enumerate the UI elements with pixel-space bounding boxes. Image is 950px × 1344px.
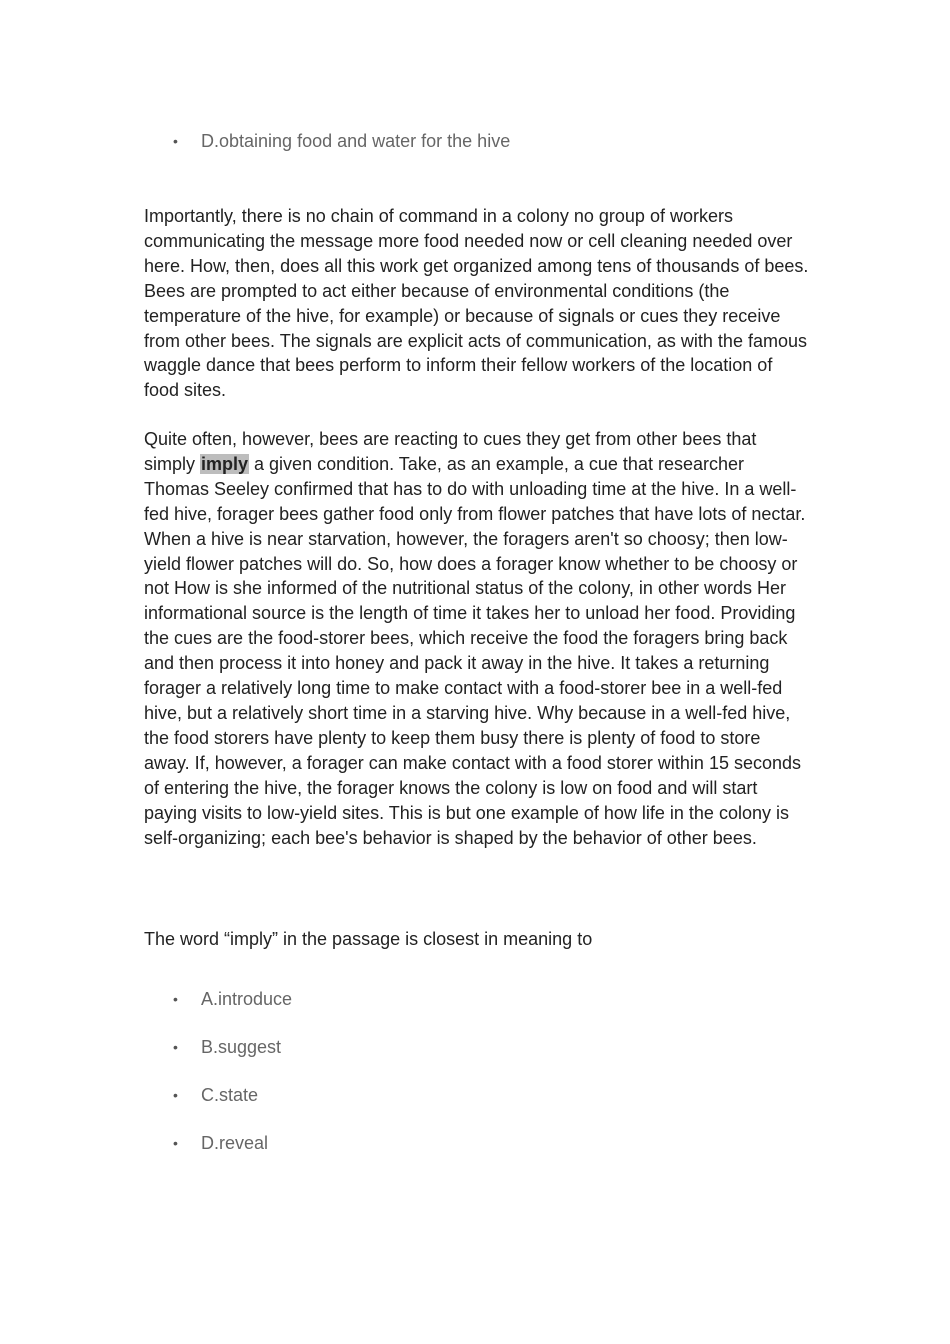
option-item-b[interactable] (0, 1035, 950, 1059)
passage-paragraph-1: Importantly, there is no chain of command in a colony no group of workers communicating the message more food needed now or cell cleaning needed over here. How, then, does all this work get organized among tens of thousands of bees. Bees are prompted to act either because of environmental conditions (the temperature of the hive, for example) or because of signals or cues they receive from other bees. The signals are explicit acts of communication, as with the famous waggle dance that bees perform to inform their fellow workers of the location of food sites. (144, 206, 809, 401)
passage-paragraph-2 (144, 427, 809, 850)
option-item-d[interactable] (0, 1131, 950, 1155)
option-label: B.suggest (201, 1037, 282, 1057)
highlighted-word: imply (201, 453, 249, 474)
option-item-a[interactable] (0, 987, 950, 1011)
option-label: A.introduce (201, 989, 293, 1009)
bullet-icon: • (173, 991, 178, 1007)
bullet-icon: • (173, 1135, 178, 1151)
option-item-c[interactable] (0, 1083, 950, 1107)
answer-options (0, 987, 950, 1179)
option-label: C.state (201, 1085, 259, 1105)
paragraph-2-text-before: Quite often, however, bees are reacting to cues they get from other bees that simply (144, 429, 757, 474)
option-item[interactable] (0, 129, 950, 153)
paragraph-2-text-after: a given condition. Take, as an example, a cue that researcher Thomas Seeley confirmed that has to do with unloading time at the hive. In a well-fed hive, forager bees gather food only from flower patches that have lots of nectar. When a hive is near starvation, however, the foragers aren't so choosy; then low-yield flower patches will do. So, how does a forager know whether to be choosy or not How is she informed of the nutritional status of the colony, in other words Her informational source is the length of time it takes her to unload her food. Providing the cues are the food-storer bees, which receive the food the foragers bring back and then process it into honey and pack it away in the hive. It takes a returning forager a relatively long time to make contact with a food-storer bee in a well-fed hive, but a relatively short time in a starving hive. Why because in a well-fed hive, the food storers have plenty to keep them busy there is plenty of food to store away. If, however, a forager can make contact with a food storer within 15 seconds of entering the hive, the forager knows the colony is low on food and will start paying visits to low-yield sites. This is but one example of how life in the colony is self-organizing; each bee's behavior is shaped by the behavior of other bees. (144, 453, 806, 848)
bullet-icon: • (173, 133, 178, 149)
previous-question-options (0, 129, 950, 153)
bullet-icon: • (173, 1087, 178, 1103)
question-stem: The word “imply” in the passage is closest in meaning to (144, 929, 593, 949)
bullet-icon: • (173, 1039, 178, 1055)
option-label: D.obtaining food and water for the hive (201, 131, 511, 151)
option-label: D.reveal (201, 1133, 269, 1153)
